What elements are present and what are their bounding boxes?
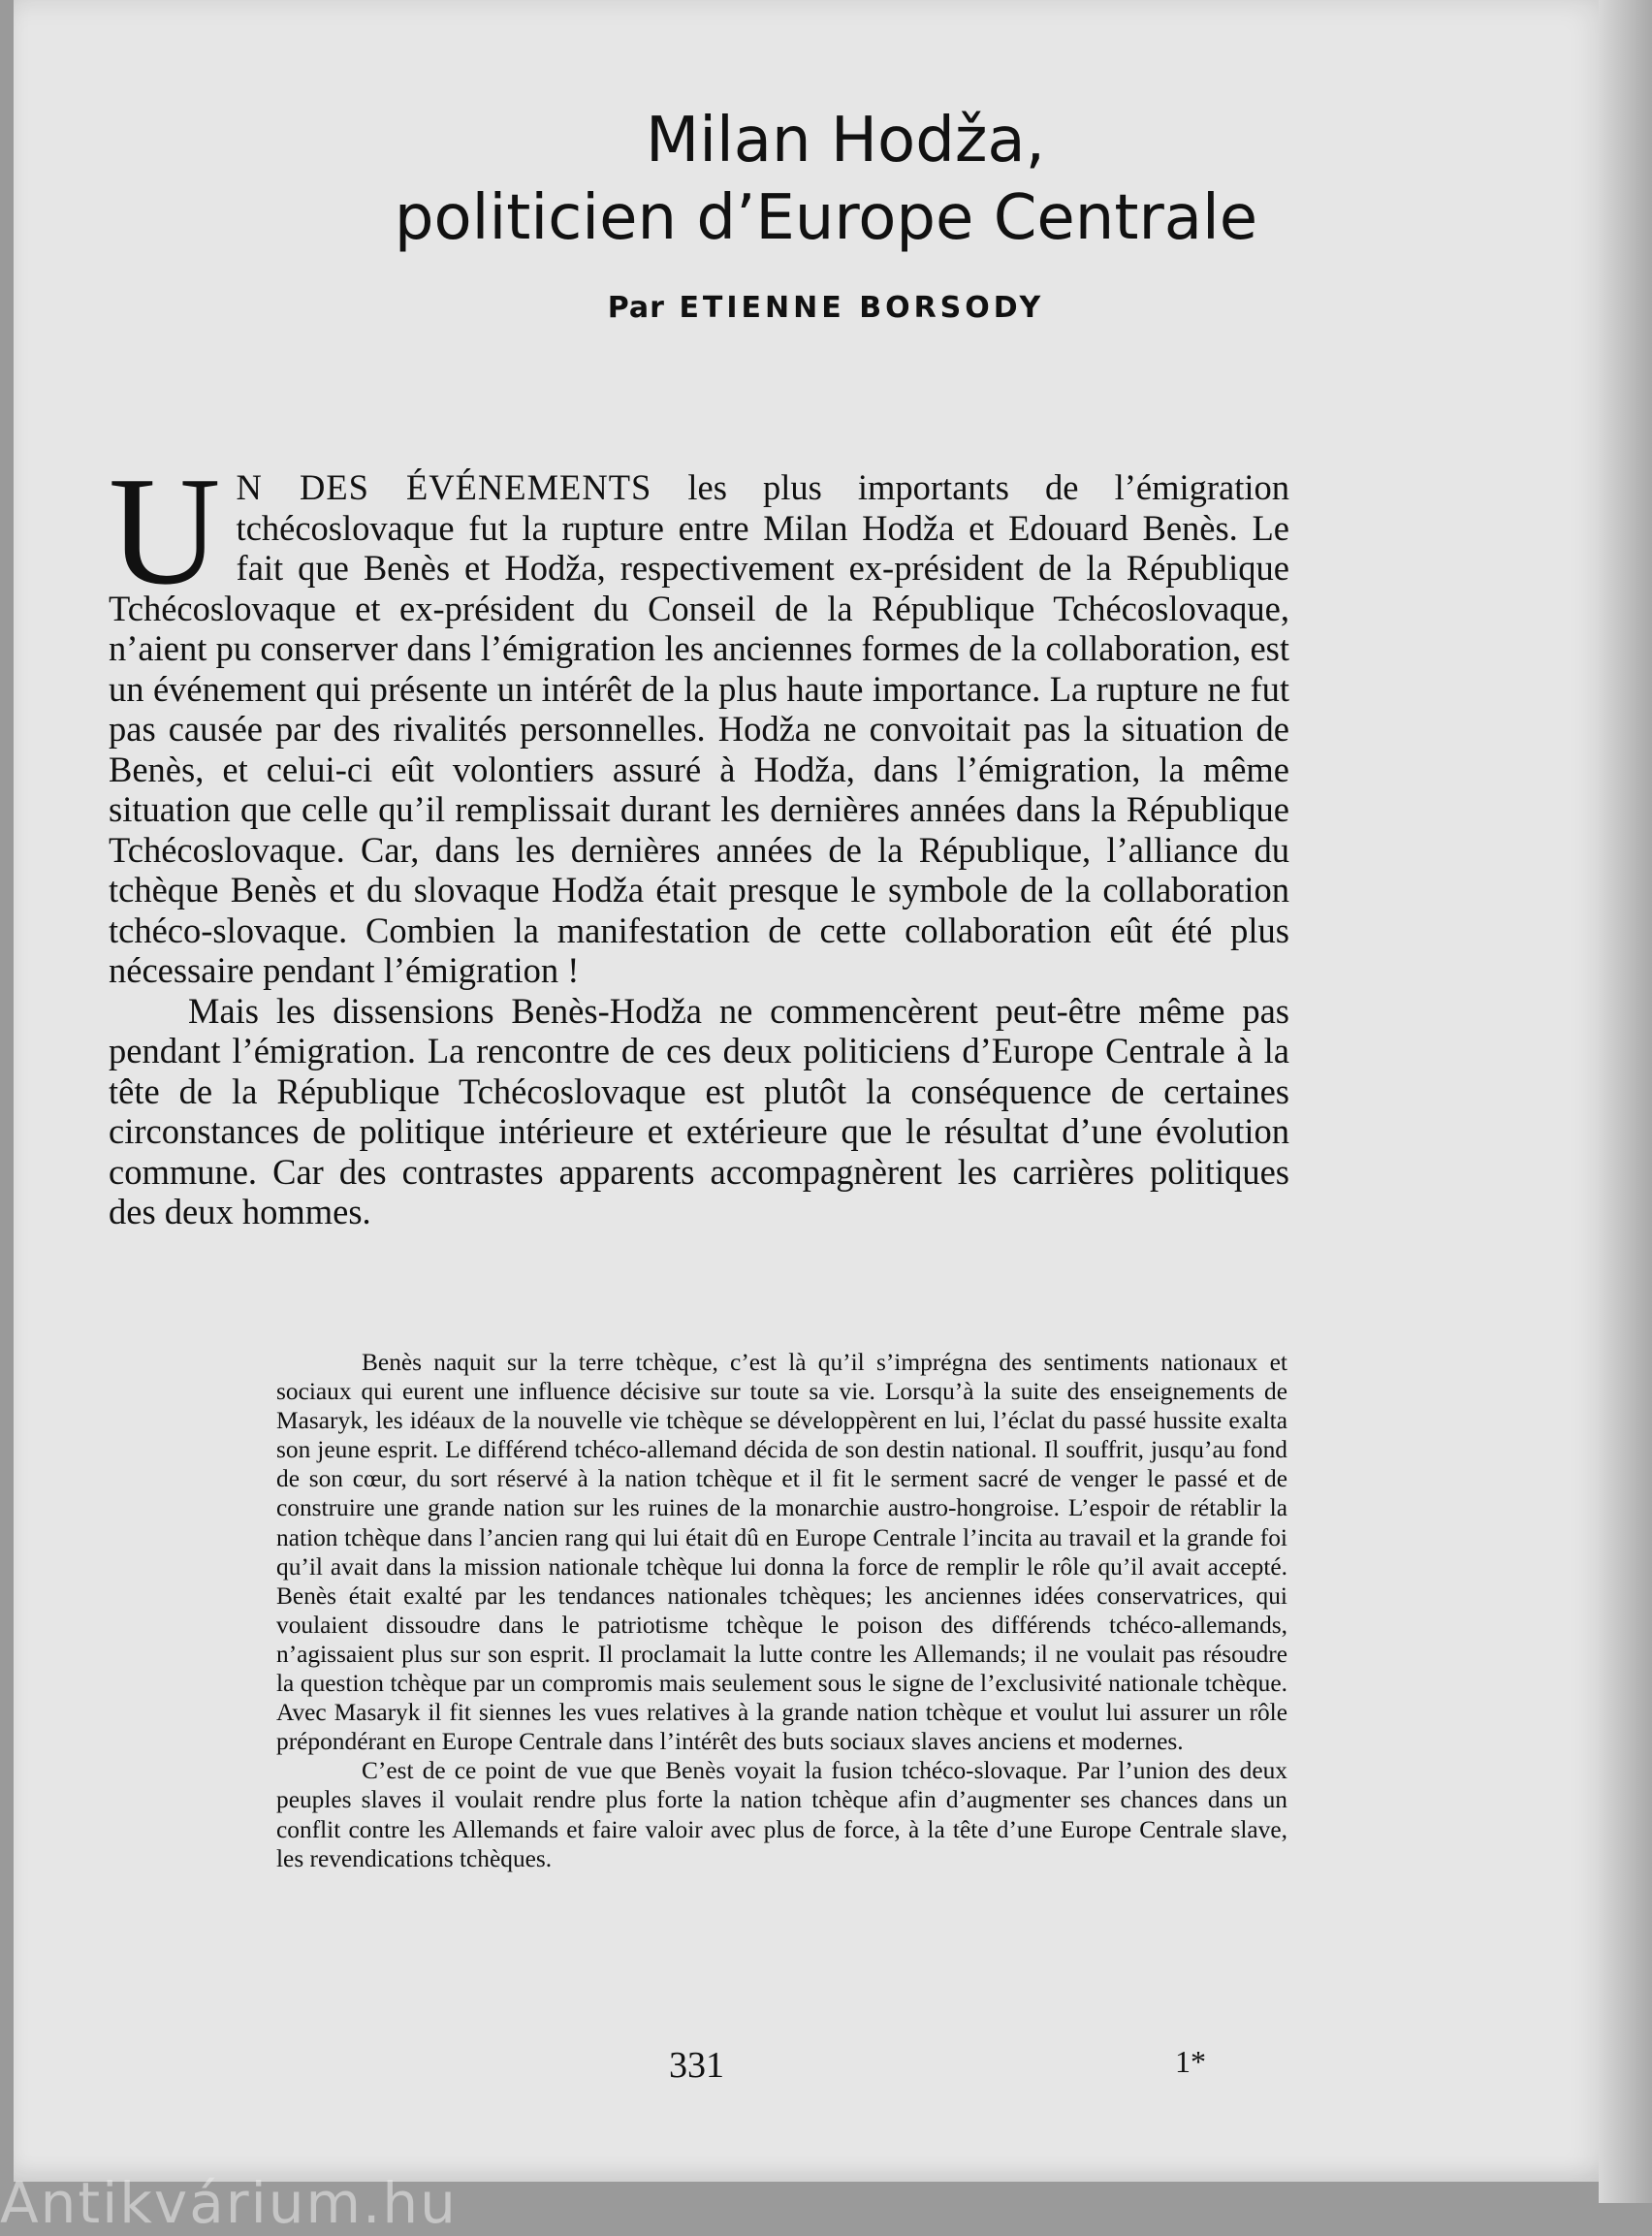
watermark: Antikvárium.hu [0, 2170, 458, 2236]
title-line-1: Milan Hodža, [646, 105, 1045, 176]
page-edge-shadow [1599, 0, 1652, 2203]
small-paragraph-2: C’est de ce point de vue que Benès voyait la fusion tchéco-slovaque. Par l’union des deux peuples slaves il voulait rendre plus forte la nation tchèque afin d’augmenter ses chances dans un conflit contre les Allemands et faire valoir avec plus de force, à la tête d’une Europe Centrale slave, les revendications tchèques. [276, 1757, 1287, 1872]
byline [0, 291, 1652, 325]
article-body [109, 444, 1289, 1232]
byline-prefix: Par [607, 291, 665, 325]
page-number: 331 [669, 2045, 724, 2086]
drop-cap: U [109, 444, 221, 617]
small-paragraph-1: Benès naquit sur la terre tchèque, c’est là qu’il s’imprégna des sentiments nationaux et sociaux qui eurent une influence décisive sur toute sa vie. Lorsqu’à la suite des enseignements de Masaryk, les idéaux de la nouvelle vie tchèque se développèrent en lui, l’éclat du passé hussite exalta son jeune esprit. Le différend tchéco-allemand décida de son destin national. Il souffrit, jusqu’au fond de son cœur, du sort réservé à la nation tchèque et il fit le serment sacré de venger le passé et de construire une grande nation sur les ruines de la monarchie austro-hongroise. L’espoir de rétablir la nation tchèque dans l’ancien rang qui lui était dû en Europe Centrale l’incita au travail et la grande foi qu’il avait dans la mission nationale tchèque lui donna la force de remplir le rôle qu’il avait accepté. Benès était exalté par les tendances nationales tchèques; les anciennes idées conservatrices, qui voulaient dissoudre dans le patriotisme tchèque le poison des différends tchéco-allemands, n’agissaient plus sur son esprit. Il proclamait la lutte contre les Allemands; il ne voulait pas résoudre la question tchèque par un compromis mais seulement sous le signe de l’exclusivité nationale tchèque. Avec Masaryk il fit siennes les vues relatives à la grande nation tchèque et voulut lui assurer un rôle prépondérant en Europe Centrale dans l’intérêt des buts sociaux slaves anciens et modernes. [276, 1349, 1287, 1756]
small-print-section [276, 1348, 1287, 1873]
body-paragraph-1-text: les plus importants de l’émigration tchécoslovaque fut la rupture entre Milan Hodža et Edouard Benès. Le fait que Benès et Hodža, respectivement ex-président de la République Tchécoslovaque et ex-président du Conseil de la République Tchécoslovaque, n’aient pu conserver dans l’émigration les anciennes formes de la collaboration, est un événement qui présente un intérêt de la plus haute importance. La rupture ne fut pas causée par des rivalités personnelles. Hodža ne convoitait pas la situation de Benès, et celui-ci eût volontiers assuré à Hodža, dans l’émigration, la même situation que celle qu’il remplissait durant les dernières années dans la République Tchécoslovaque. Car, dans les dernières années de la République, l’alliance du tchèque Benès et du slovaque Hodža était presque le symbole de la collaboration tchéco-slovaque. Combien la manifestation de cette collaboration eût été plus nécessaire pendant l’émigration ! [109, 467, 1289, 990]
byline-author: ETIENNE BORSODY [679, 291, 1045, 325]
article-title [0, 102, 1652, 257]
body-paragraph-2: Mais les dissensions Benès-Hodža ne commencèrent peut-être même pas pendant l’émigration. La rencontre de ces deux politiciens d’Europe Centrale à la tête de la République Tchécoslovaque est plutôt la conséquence de certaines circonstances de politique intérieure et extérieure que le résultat d’une évolution commune. Car des contrastes apparents accompagnèrent les carrières politiques des deux hommes. [109, 990, 1289, 1231]
lead-in-caps: N DES ÉVÉNEMENTS [236, 467, 652, 507]
body-paragraph-1 [109, 444, 1289, 991]
title-line-2: politicien d’Europe Centrale [394, 182, 1258, 254]
signature-mark: 1* [1175, 2044, 1206, 2079]
